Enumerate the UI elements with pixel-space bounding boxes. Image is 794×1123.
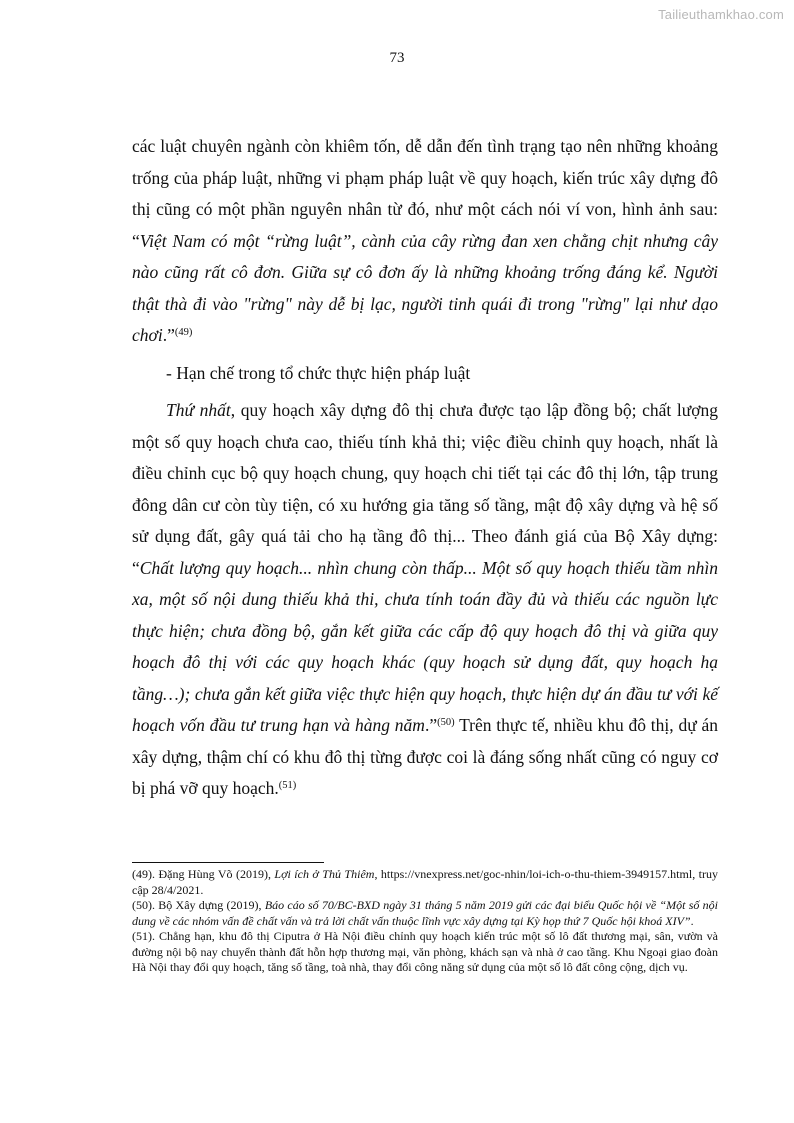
paragraph-2-after: Trên thực tế, nhiều khu đô thị, dự án xây dựng, thậm chí có khu đô thị từng được coi là đáng sống nhất cũng có nguy cơ bị phá vỡ quy hoạch. (132, 715, 719, 798)
footnote-50-title: Báo cáo số 70/BC-BXD ngày 31 tháng 5 năm 2019 gửi các đại biểu Quốc hội về “Một số nội dung về các nhóm vấn đề chất vấn và trả lời chất vấn thuộc lĩnh vực xây dựng tại Kỳ họp thứ 7 Quốc hội khoá XIV” (132, 898, 719, 928)
body-text (132, 131, 718, 805)
footnote-51: (51). Chẳng hạn, khu đô thị Ciputra ở Hà Nội điều chỉnh quy hoạch kiến trúc một số lô đất thương mại, sân, vườn và đường nội bộ nay chuyển thành đất hỗn hợp thương mại, văn phòng, khách sạn và nhà ở cao tầng. Khu Ngoại giao đoàn Hà Nội thay đổi quy hoạch, tăng số tầng, toà nhà, thay đổi công năng sử dụng của một số lô đất công cộng, dịch vụ. (132, 929, 718, 974)
page-number: 73 (389, 50, 405, 66)
footnote-ref-50[interactable]: (50) (437, 717, 455, 728)
footnote-50-post: . (690, 913, 694, 928)
footnote-49-post: , https://vnexpress.net/goc-nhin/loi-ich-o-thu-thiem-3949157.html, truy cập 28/4/2021. (132, 867, 718, 897)
footnote-50 (132, 898, 718, 929)
paragraph-1 (132, 131, 718, 352)
paragraph-2-quote: Chất lượng quy hoạch... nhìn chung còn thấp... Một số quy hoạch thiếu tầm nhìn xa, một số nội dung thiếu khả thi, chưa tính toán đầy đủ và thiếu các nguồn lực thực hiện; chưa đồng bộ, gắn kết giữa các cấp độ quy hoạch đô thị và giữa quy hoạch đô thị với các quy hoạch khác (quy hoạch sử dụng đất, quy hoạch hạ tầng…); chưa gắn kết giữa việc thực hiện quy hoạch, thực hiện dự án đầu tư với kế hoạch vốn đầu tư trung hạn và hàng năm (132, 557, 718, 735)
footnote-ref-49[interactable]: (49) (174, 327, 193, 338)
footnote-50-pre: (50). Bộ Xây dựng (2019), (132, 898, 265, 912)
paragraph-2-lead: Thứ nhất (166, 400, 231, 420)
footnote-ref-51[interactable]: (51) (278, 780, 297, 791)
footnotes (132, 867, 718, 976)
paragraph-1-quote: Việt Nam có một “rừng luật”, cành của cây rừng đan xen chằng chịt nhưng cây nào cũng rất cô đơn. Giữa sự cô đơn ấy là những khoảng trống đáng kể. Người thật thà đi vào "rừng" này dễ bị lạc, người tinh quái đi trong "rừng" lại như dạo chơi (132, 230, 718, 345)
paragraph-2 (132, 395, 718, 805)
footnote-49 (132, 867, 718, 898)
footnote-divider (132, 862, 324, 863)
paragraph-1-tail: .” (162, 325, 175, 345)
paragraph-2-tail: .” (424, 715, 438, 735)
paragraph-1-intro: các luật chuyên ngành còn khiêm tốn, dễ dẫn đến tình trạng tạo nên những khoảng trống của pháp luật, những vi phạm pháp luật về quy hoạch, kiến trúc xây dựng đô thị cũng có một phần nguyên nhân từ đó, như một cách nói ví von, hình ảnh sau: “ (132, 136, 718, 251)
section-heading: - Hạn chế trong tổ chức thực hiện pháp luật (166, 362, 471, 383)
paragraph-2-text: , quy hoạch xây dựng đô thị chưa được tạo lập đồng bộ; chất lượng một số quy hoạch chưa cao, thiếu tính khả thi; việc điều chỉnh quy hoạch, nhất là điều chỉnh cục bộ quy hoạch chung, quy hoạch chi tiết tại các đô thị lớn, tập trung đông dân cư còn tùy tiện, có xu hướng gia tăng số tầng, mật độ xây dựng và hệ số sử dụng đất, gây quá tải cho hạ tầng đô thị... Theo đánh giá của Bộ Xây dựng: “ (132, 400, 719, 578)
watermark: Tailieuthamkhao.com (658, 7, 784, 22)
footnote-49-title: Lợi ích ở Thủ Thiêm (274, 867, 375, 881)
footnote-49-pre: (49). Đặng Hùng Võ (2019), (132, 867, 275, 881)
